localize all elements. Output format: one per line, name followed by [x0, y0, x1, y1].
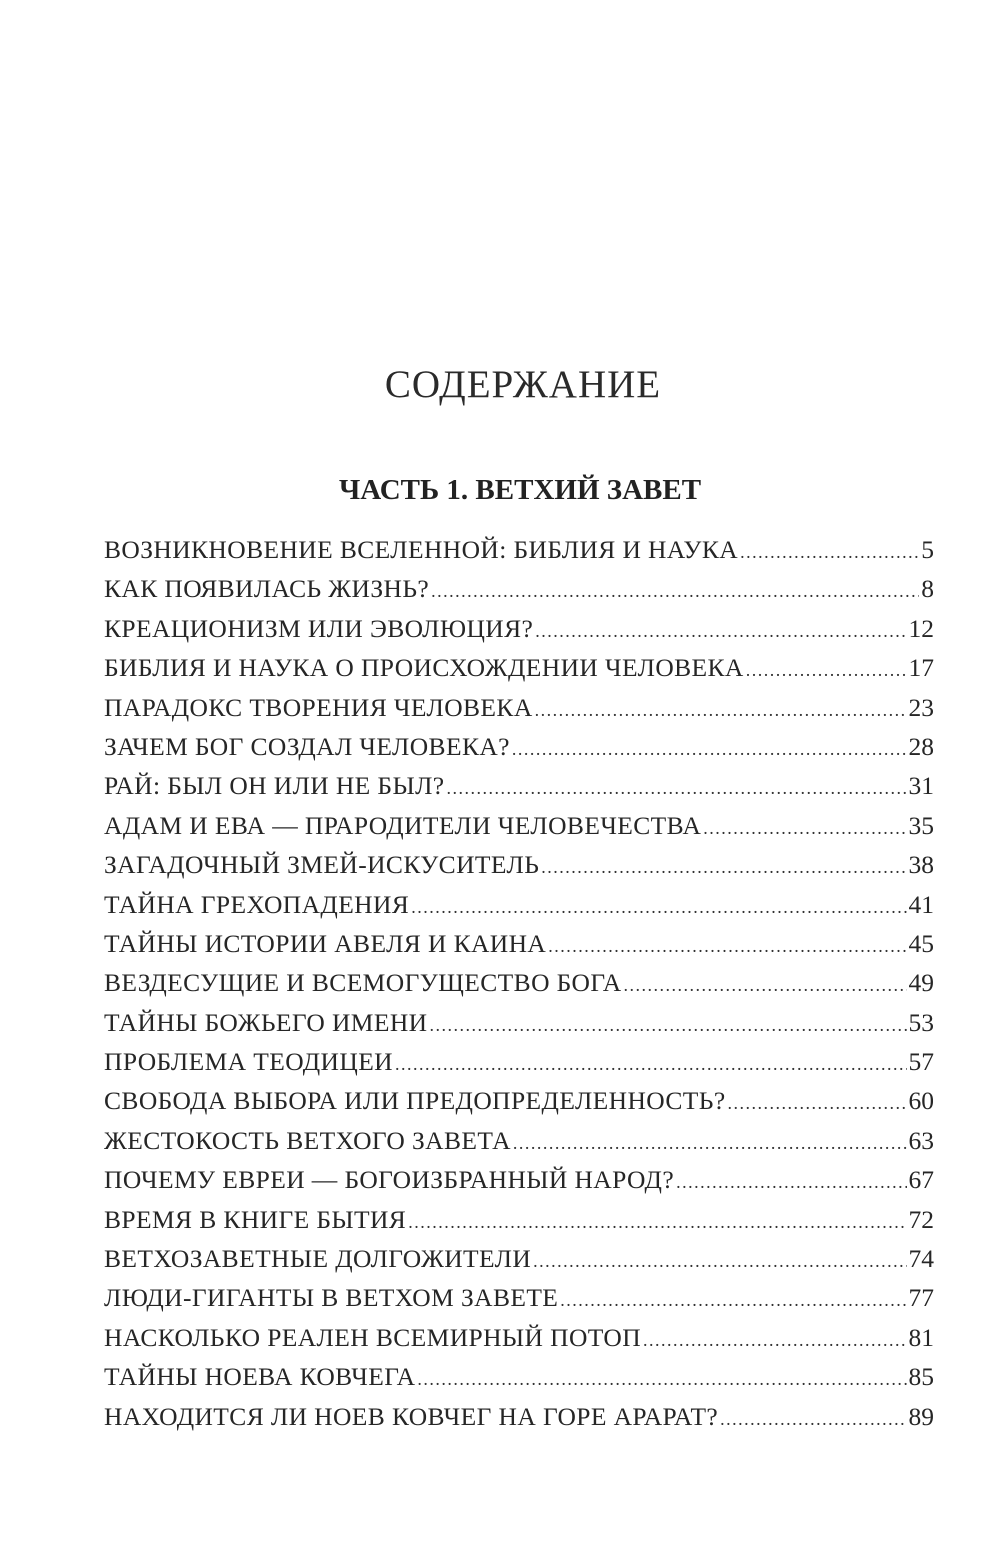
toc-entry-page: 60 [908, 1086, 934, 1116]
toc-entry-page: 81 [908, 1322, 934, 1352]
table-of-contents [104, 530, 934, 1436]
dot-leader [512, 730, 907, 769]
toc-entry-page: 23 [908, 692, 934, 722]
dot-leader [513, 1124, 907, 1163]
toc-entry-title: ПАРАДОКС ТВОРЕНИЯ ЧЕЛОВЕКА [104, 692, 533, 722]
toc-entry-page: 31 [908, 771, 934, 801]
toc-entry-title: ТАЙНЫ НОЕВА КОВЧЕГА [104, 1362, 416, 1392]
dot-leader [541, 848, 906, 887]
toc-entry [104, 885, 934, 924]
toc-entry-page: 85 [908, 1362, 934, 1392]
dot-leader [535, 612, 906, 651]
toc-entry [104, 924, 934, 963]
toc-entry [104, 1357, 934, 1396]
dot-leader [535, 691, 907, 730]
dot-leader [728, 1084, 907, 1123]
toc-entry-title: ТАЙНА ГРЕХОПАДЕНИЯ [104, 889, 410, 919]
toc-entry [104, 1397, 934, 1436]
dot-leader [643, 1321, 906, 1360]
dot-leader [533, 1242, 906, 1281]
dot-leader [431, 572, 919, 611]
toc-entry-page: 35 [908, 810, 934, 840]
toc-entry [104, 963, 934, 1002]
toc-entry [104, 1003, 934, 1042]
toc-entry-title: ПРОБЛЕМА ТЕОДИЦЕИ [104, 1047, 393, 1077]
toc-entry-title: ЗАГАДОЧНЫЙ ЗМЕЙ-ИСКУСИТЕЛЬ [104, 850, 540, 880]
toc-entry-title: ЗАЧЕМ БОГ СОЗДАЛ ЧЕЛОВЕКА? [104, 731, 510, 761]
page-title: СОДЕРЖАНИЕ [384, 363, 662, 406]
toc-entry [104, 1200, 934, 1239]
toc-entry-page: 67 [908, 1165, 934, 1195]
dot-leader [429, 1006, 906, 1045]
toc-entry [104, 1239, 934, 1278]
toc-entry [104, 530, 934, 569]
dot-leader [740, 533, 919, 572]
toc-entry-page: 41 [908, 889, 934, 919]
toc-entry-title: АДАМ И ЕВА — ПРАРОДИТЕЛИ ЧЕЛОВЕЧЕСТВА [104, 810, 702, 840]
dot-leader [548, 927, 906, 966]
dot-leader [624, 966, 907, 1005]
toc-entry [104, 806, 934, 845]
toc-entry-page: 28 [908, 731, 934, 761]
toc-entry-title: ПОЧЕМУ ЕВРЕИ — БОГОИЗБРАННЫЙ НАРОД? [104, 1165, 675, 1195]
toc-entry-title: ТАЙНЫ ИСТОРИИ АВЕЛЯ И КАИНА [104, 928, 547, 958]
toc-entry-title: БИБЛИЯ И НАУКА О ПРОИСХОЖДЕНИИ ЧЕЛОВЕКА [104, 653, 744, 683]
dot-leader [447, 769, 907, 808]
dot-leader [703, 809, 906, 848]
dot-leader [746, 651, 907, 690]
toc-entry-title: НАХОДИТСЯ ЛИ НОЕВ КОВЧЕГ НА ГОРЕ АРАРАТ? [104, 1401, 719, 1431]
toc-entry-title: ВРЕМЯ В КНИГЕ БЫТИЯ [104, 1204, 407, 1234]
toc-entry-page: 57 [908, 1047, 934, 1077]
toc-entry [104, 1042, 934, 1081]
toc-entry [104, 688, 934, 727]
dot-leader [411, 888, 906, 927]
toc-entry-title: НАСКОЛЬКО РЕАЛЕН ВСЕМИРНЫЙ ПОТОП [104, 1322, 642, 1352]
dot-leader [417, 1360, 906, 1399]
dot-leader [560, 1281, 906, 1320]
toc-entry-page: 38 [908, 850, 934, 880]
toc-entry [104, 727, 934, 766]
dot-leader [395, 1045, 907, 1084]
toc-entry-page: 63 [908, 1125, 934, 1155]
toc-entry-title: ТАЙНЫ БОЖЬЕГО ИМЕНИ [104, 1007, 428, 1037]
toc-entry [104, 1081, 934, 1120]
toc-entry-title: КРЕАЦИОНИЗМ ИЛИ ЭВОЛЮЦИЯ? [104, 613, 534, 643]
toc-entry [104, 1160, 934, 1199]
toc-entry-title: ЛЮДИ-ГИГАНТЫ В ВЕТХОМ ЗАВЕТЕ [104, 1283, 559, 1313]
toc-entry-page: 77 [908, 1283, 934, 1313]
toc-entry-page: 5 [921, 535, 934, 564]
toc-entry [104, 648, 934, 687]
toc-entry [104, 609, 934, 648]
toc-entry [104, 1318, 934, 1357]
toc-entry-page: 72 [908, 1204, 934, 1234]
toc-entry-page: 49 [908, 968, 934, 998]
toc-entry-page: 17 [908, 653, 934, 683]
toc-entry-page: 89 [908, 1401, 934, 1431]
toc-entry-page: 74 [908, 1244, 934, 1274]
toc-entry [104, 1278, 934, 1317]
part-title: ЧАСТЬ 1. ВЕТХИЙ ЗАВЕТ [338, 474, 702, 506]
toc-entry [104, 766, 934, 805]
toc-entry-title: СВОБОДА ВЫБОРА ИЛИ ПРЕДОПРЕДЕЛЕННОСТЬ? [104, 1086, 726, 1116]
toc-entry-title: РАЙ: БЫЛ ОН ИЛИ НЕ БЫЛ? [104, 771, 445, 801]
toc-entry [104, 1121, 934, 1160]
toc-entry-page: 8 [921, 574, 934, 604]
toc-entry [104, 845, 934, 884]
toc-entry-title: ВОЗНИКНОВЕНИЕ ВСЕЛЕННОЙ: БИБЛИЯ И НАУКА [104, 535, 739, 564]
toc-entry-page: 53 [908, 1007, 934, 1037]
dot-leader [408, 1203, 906, 1242]
toc-entry-page: 45 [908, 928, 934, 958]
toc-entry [104, 569, 934, 608]
dot-leader [676, 1163, 906, 1202]
dot-leader [720, 1400, 906, 1439]
toc-entry-page: 12 [908, 613, 934, 643]
toc-entry-title: ВЕТХОЗАВЕТНЫЕ ДОЛГОЖИТЕЛИ [104, 1244, 532, 1274]
toc-entry-title: ВЕЗДЕСУЩИЕ И ВСЕМОГУЩЕСТВО БОГА [104, 968, 622, 998]
toc-entry-title: КАК ПОЯВИЛАСЬ ЖИЗНЬ? [104, 574, 430, 604]
toc-entry-title: ЖЕСТОКОСТЬ ВЕТХОГО ЗАВЕТА [104, 1125, 511, 1155]
